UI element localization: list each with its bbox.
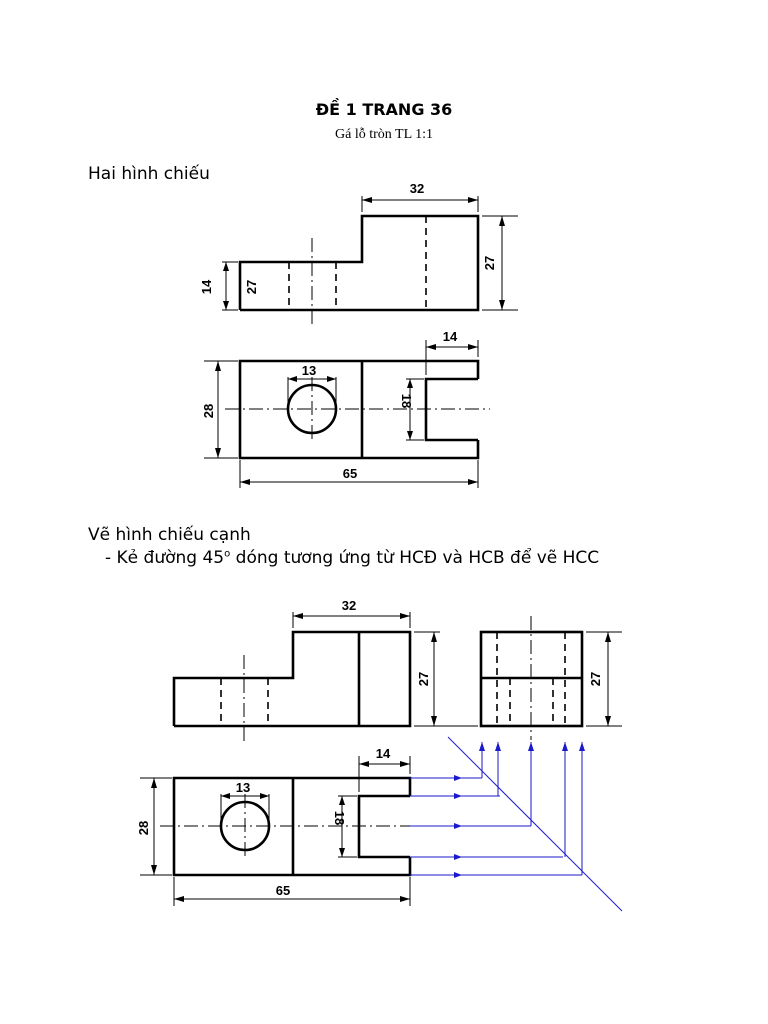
dim-14-plan-2: 14 [375,746,391,761]
dim-18-plan-1: 18 [399,393,414,409]
dim-13-plan-1: 13 [301,363,317,378]
dim-28-plan-2: 28 [136,820,151,836]
dim-32-front-2: 32 [341,598,357,613]
dim-18-plan-2: 18 [332,810,347,826]
side-view [481,616,622,740]
front-view-1 [199,181,518,326]
page-title: ĐỀ 1 TRANG 36 [315,100,453,119]
instruction-suffix: dóng tương ứng từ HCĐ và HCB để vẽ HCC [230,548,600,568]
dim-27-front-2: 27 [416,671,431,687]
dim-14-front-1: 14 [199,279,214,295]
dim-27-front-1: 27 [482,255,497,271]
projection-lines [410,737,622,911]
page-subtitle: Gá lỗ tròn TL 1:1 [335,127,433,142]
degree-symbol: o [224,548,231,560]
plan-view-2 [136,746,420,906]
dim-27-inner-front-1: 27 [244,279,259,295]
dim-14-plan-1: 14 [442,329,458,344]
dim-65-plan-1: 65 [342,466,358,481]
section-heading-side-view: Vẽ hình chiếu cạnh [88,525,251,545]
dim-28-plan-1: 28 [201,403,216,419]
instruction-prefix: - Kẻ đường 45 [105,548,225,568]
dim-27-side: 27 [588,671,603,687]
dim-32-front-1: 32 [409,181,425,196]
section-heading-two-views: Hai hình chiếu [88,164,210,184]
dim-65-plan-2: 65 [275,883,291,898]
dim-13-plan-2: 13 [235,780,251,795]
plan-view-1 [201,329,490,488]
front-view-2 [174,598,478,742]
